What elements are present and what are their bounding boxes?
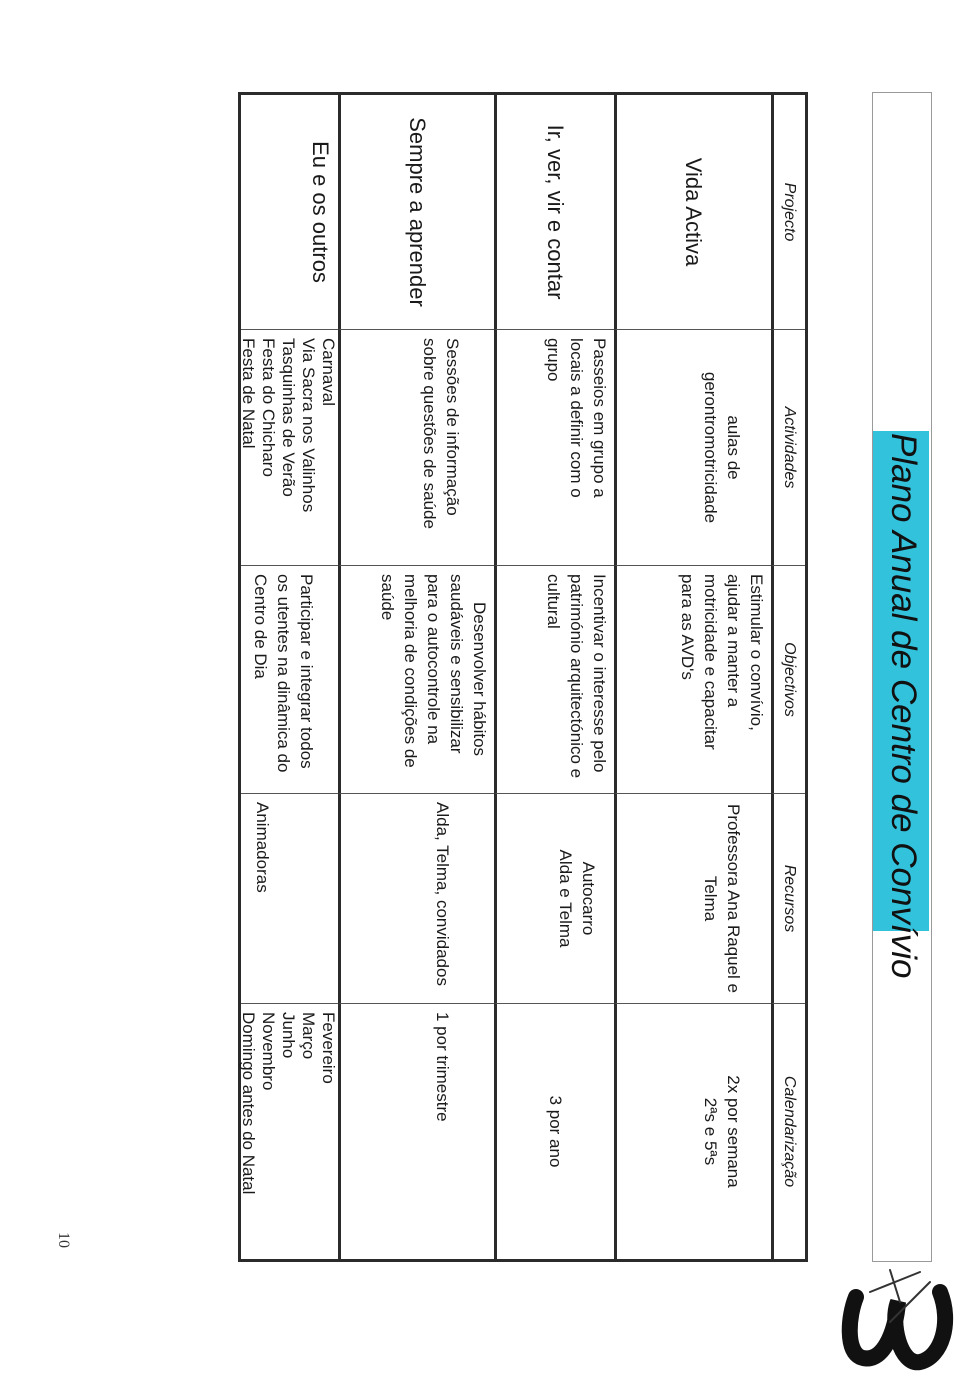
objective-line: Desenvolver hábitos	[470, 602, 489, 757]
objective-line: cultural	[544, 574, 563, 629]
schedule-line: Junho	[279, 1012, 298, 1059]
resource-line: Alda, Telma, convidados	[433, 802, 452, 986]
objective-line: Incentivar o interesse pelo	[590, 574, 609, 773]
schedule-line: 1 por trimestre	[433, 1012, 452, 1122]
activity-line: gerontromotricidade	[701, 371, 720, 524]
activity-line: aulas de	[724, 415, 743, 480]
schedule-cell	[241, 1004, 338, 1259]
activity-line: Festa de Natal	[239, 338, 258, 449]
schedule-line: 2ªs e 5ªs	[701, 1097, 720, 1166]
activity-line: Tasquinhas de Verão	[279, 338, 298, 497]
resource-line: Animadoras	[253, 802, 272, 893]
header-objectivos: Objectivos	[771, 566, 805, 794]
objective-line: motricidade e capacitar	[701, 574, 720, 750]
header-actividades: Actividades	[771, 330, 805, 566]
schedule-cell	[338, 1004, 494, 1259]
objectives-cell	[338, 566, 494, 794]
project-name: Sempre a aprender	[338, 95, 494, 330]
resources-cell	[494, 794, 614, 1004]
activity-line: Passeios em grupo a	[590, 338, 609, 498]
resource-line: Telma	[701, 875, 720, 922]
schedule-cell	[494, 1004, 614, 1259]
resources-cell	[614, 794, 771, 1004]
activities-cell	[494, 330, 614, 566]
activity-line: Festa do Chicharo	[259, 338, 278, 477]
project-name: Eu e os outros	[241, 95, 338, 330]
schedule-line: 2x por semana	[724, 1075, 743, 1188]
header-projecto: Projecto	[771, 95, 805, 330]
schedule-cell	[614, 1004, 771, 1259]
objective-line: saúde	[378, 574, 397, 621]
plan-table	[238, 92, 808, 1262]
objectives-cell	[494, 566, 614, 794]
activity-line: Sessões de informação	[443, 338, 462, 516]
objectives-cell	[241, 566, 338, 794]
objective-line: melhoria de condições de	[401, 574, 420, 768]
project-name: Ir, ver, vir e contar	[494, 95, 614, 330]
objective-line: para as AVD's	[678, 574, 697, 680]
header-calendarizacao: Calendarização	[771, 1004, 805, 1259]
resources-cell	[338, 794, 494, 1004]
schedule-line: 3 por ano	[546, 1095, 565, 1168]
objective-line: os utentes na dinâmica do	[274, 574, 293, 773]
activity-line: locais a definir com o	[567, 338, 586, 498]
title-banner	[872, 92, 932, 1262]
activities-cell	[338, 330, 494, 566]
resource-line: Alda e Telma	[556, 849, 575, 948]
activities-cell	[241, 330, 338, 566]
schedule-line: Domingo antes do Natal	[239, 1012, 258, 1195]
objective-line: para o autocontrole na	[424, 574, 443, 745]
resource-line: Professora Ana Raquel e	[724, 803, 743, 993]
objective-line: património arquitectónico e	[567, 574, 586, 779]
page-number: 10	[55, 1232, 72, 1248]
resource-line: Autocarro	[579, 861, 598, 936]
activity-line: Via Sacra nos Valinhos	[299, 338, 318, 513]
activity-line: grupo	[544, 338, 563, 382]
project-name: Vida Activa	[614, 95, 771, 330]
objective-line: saudáveis e sensibilizar	[447, 574, 466, 754]
objective-line: ajudar a manter a	[724, 574, 743, 708]
objective-line: Estimular o convívio,	[747, 574, 766, 731]
resources-cell	[241, 794, 338, 1004]
page-title: Plano Anual de Centro de Convívio	[884, 433, 923, 979]
handwritten-signature-icon	[840, 1262, 960, 1377]
schedule-line: Fevereiro	[319, 1012, 338, 1084]
schedule-line: Março	[299, 1012, 318, 1060]
activity-line: Carnaval	[319, 338, 338, 407]
activity-line: sobre questões de saúde	[420, 338, 439, 529]
activities-cell	[614, 330, 771, 566]
objective-line: Participar e integrar todos	[297, 574, 316, 769]
objective-line: Centro de Dia	[251, 574, 270, 679]
objectives-cell	[614, 566, 771, 794]
header-recursos: Recursos	[771, 794, 805, 1004]
schedule-line: Novembro	[259, 1012, 278, 1091]
